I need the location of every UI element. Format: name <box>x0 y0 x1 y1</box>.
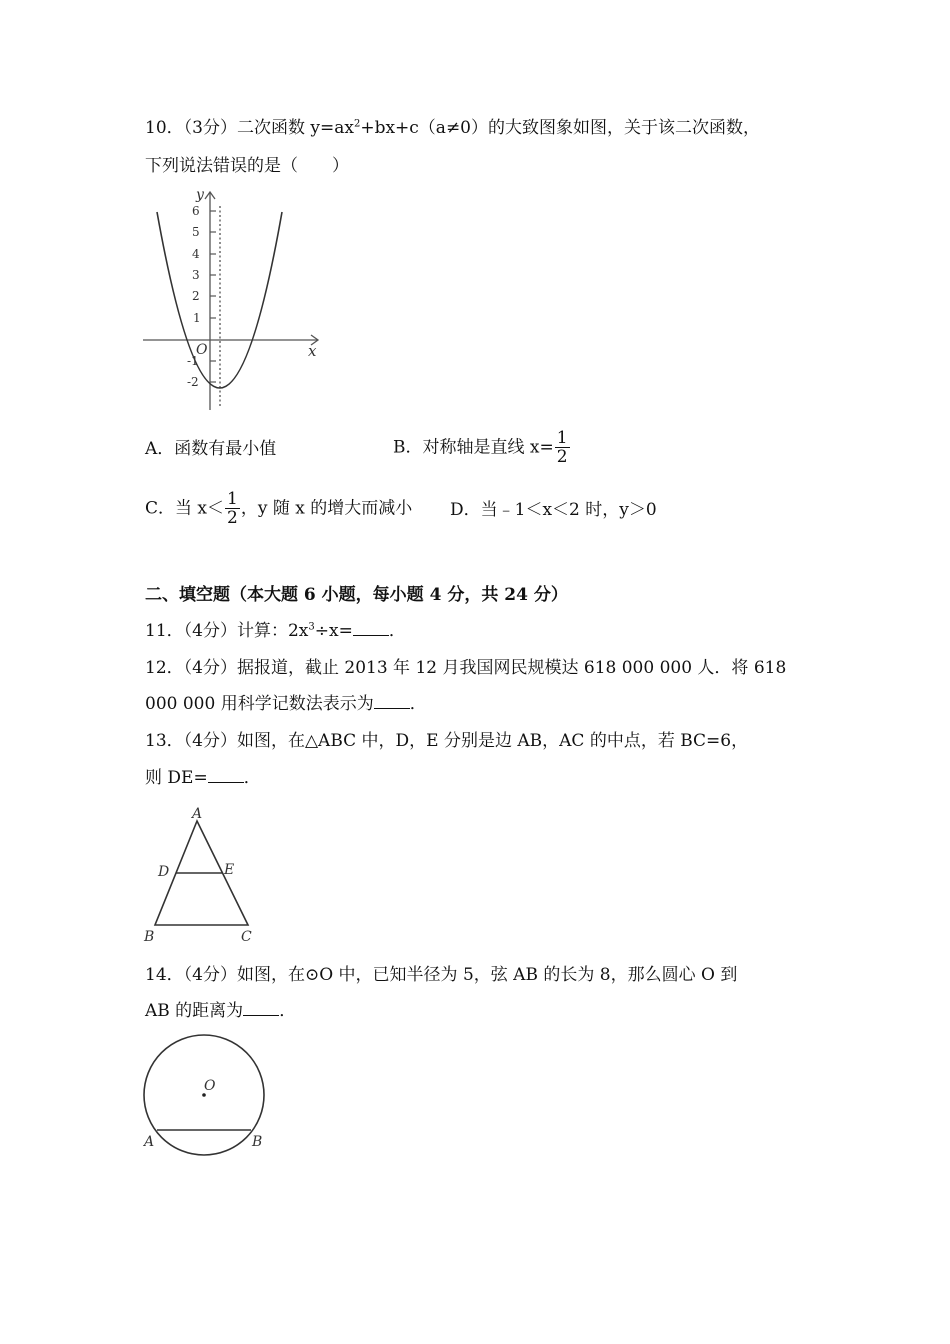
q10-option-c-num: 1 <box>227 489 238 509</box>
q12-line1 <box>145 657 786 679</box>
center-label-o: O <box>204 1078 216 1094</box>
q14-line2 <box>145 1000 296 1022</box>
q10-line2: 下列说法错误的是（ ） <box>145 156 349 176</box>
y-ticks <box>210 211 216 382</box>
q13-line1 <box>145 730 748 752</box>
q10-number: 10． <box>145 118 184 138</box>
q12-answer-blank[interactable] <box>374 694 410 709</box>
q13-answer-blank[interactable] <box>208 768 244 783</box>
q10-option-b-fraction <box>555 429 570 466</box>
q10-option-c-text2: ，y 随 x 的增大而减小 <box>240 498 413 519</box>
q12-text-line1: 据报道，截止 2013 年 12 月我国网民规模达 618 000 000 人．将 618 <box>236 658 787 678</box>
vertex-label-c: C <box>241 929 252 945</box>
origin-label: O <box>196 342 208 358</box>
vertex-label-a: A <box>192 806 203 822</box>
q12-number: 12． <box>145 658 184 678</box>
vertex-label-d: D <box>158 864 170 880</box>
q10-score: （3分） <box>183 118 237 138</box>
q14-text-line1: 如图，在⊙O 中，已知半径为 5，弦 AB 的长为 8，那么圆心 O 到 <box>236 965 738 985</box>
q12-text-line2: 000 000 用科学记数法表示为 <box>145 694 374 714</box>
triangle-figure <box>140 803 260 945</box>
q14-score: （4分） <box>183 965 237 985</box>
q13-score: （4分） <box>183 731 237 751</box>
q10-option-b-num: 1 <box>556 428 568 448</box>
q13-line2 <box>145 767 261 789</box>
q10-option-d: D．当﹣1＜x＜2 时，y＞0 <box>450 500 657 520</box>
vertex-label-e: E <box>224 862 235 878</box>
q10-option-b-text: B．对称轴是直线 x= <box>393 437 554 458</box>
q13-text-line1: 如图，在△ABC 中，D，E 分别是边 AB，AC 的中点，若 BC=6， <box>236 731 749 751</box>
tick-label-5: 5 <box>192 225 200 239</box>
q14-line1 <box>145 964 737 986</box>
vertex-label-b: B <box>144 929 155 945</box>
q10-text-a: 二次函数 y=ax <box>236 118 354 138</box>
tick-label-6: 6 <box>192 204 200 218</box>
q12-end: ． <box>409 694 427 714</box>
q11-text-a: 计算：2x <box>236 621 309 641</box>
q11-score: （4分） <box>183 621 237 641</box>
q11-answer-blank[interactable] <box>353 621 389 636</box>
tick-label-2: 2 <box>192 289 200 303</box>
q14-end: ． <box>279 1001 297 1021</box>
q14-number: 14． <box>145 965 184 985</box>
tick-label-3: 3 <box>192 268 200 282</box>
section2-title: 二、填空题（本大题 6 小题，每小题 4 分，共 24 分） <box>145 585 568 605</box>
q14-text-line2: AB 的距离为 <box>145 1001 244 1021</box>
q11-number: 11． <box>145 621 184 641</box>
q11-superscript: 3 <box>308 621 315 633</box>
parabola-graph <box>140 182 325 414</box>
q12-score: （4分） <box>183 658 237 678</box>
x-axis-label: x <box>308 342 317 360</box>
y-axis-label: y <box>196 187 204 203</box>
q10-line1 <box>145 117 760 139</box>
q13-text-line2: 则 DE= <box>145 768 208 788</box>
q11-end: ． <box>388 621 406 641</box>
tick-label-neg1: -1 <box>187 354 199 368</box>
tick-label-neg2: -2 <box>187 375 199 389</box>
q11-text-b: ÷x= <box>314 621 353 641</box>
q10-option-c-fraction <box>225 490 240 527</box>
tick-label-1: 1 <box>193 311 201 325</box>
point-label-a: A <box>144 1134 155 1150</box>
circle-figure <box>140 1032 275 1157</box>
tick-label-4: 4 <box>192 247 200 261</box>
q14-answer-blank[interactable] <box>243 1001 279 1016</box>
q10-superscript: 2 <box>353 118 361 130</box>
q10-option-c-den: 2 <box>227 508 238 528</box>
q10-option-b <box>393 429 571 466</box>
q13-end: ． <box>243 768 261 788</box>
q10-option-c <box>145 490 412 527</box>
q13-number: 13． <box>145 731 184 751</box>
q10-option-c-text1: C．当 x＜ <box>145 498 224 519</box>
q11-line1 <box>145 620 406 642</box>
q10-option-a: A．函数有最小值 <box>145 439 277 459</box>
q12-line2 <box>145 693 427 715</box>
q10-option-b-den: 2 <box>556 447 568 467</box>
point-label-b: B <box>252 1134 263 1150</box>
q10-text-b: +bx+c（a≠0）的大致图象如图，关于该二次函数， <box>360 118 761 138</box>
